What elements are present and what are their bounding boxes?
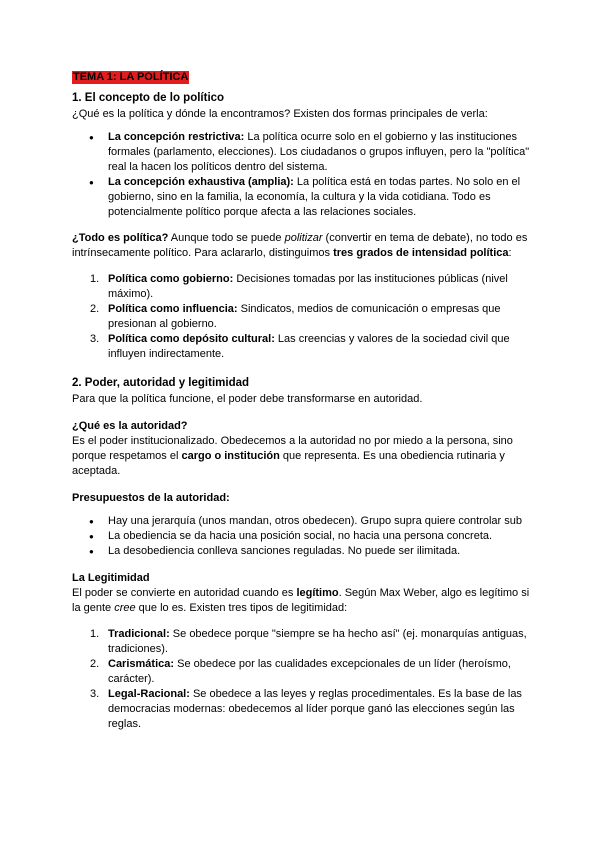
authority-paragraph: Es el poder institucionalizado. Obedecemos a la autoridad no por miedo a la persona, sino porque respetamos el cargo o institución que representa. Es una obediencia rutinaria y aceptada. xyxy=(72,435,513,477)
list-item: 3. Legal-Racional: Se obedece a las leyes y reglas procedimentales. Es la base de las democracias modernas: obedecemos al líder porque ganó las elecciones según las reglas. xyxy=(90,688,522,730)
legitimacy-paragraph: El poder se convierte en autoridad cuando es legítimo. Según Max Weber, algo es legítimo si la gente cree que lo es. Existen tres tipos de legitimidad: xyxy=(72,587,530,614)
list-item: 1. Política como gobierno: Decisiones tomadas por las instituciones públicas (nivel máximo). xyxy=(90,273,508,300)
authority-heading: ¿Qué es la autoridad? xyxy=(72,420,188,432)
grades-list xyxy=(72,272,532,362)
legitimacy-types-list xyxy=(72,627,532,732)
section-1-heading: 1. El concepto de lo político xyxy=(72,92,225,104)
list-item: 3. Política como depósito cultural: Las creencias y valores de la sociedad civil que influyen indirectamente. xyxy=(90,333,510,360)
list-item: ● Hay una jerarquía (unos mandan, otros obedecen). Grupo supra quiere controlar sub xyxy=(72,514,532,529)
list-item: ● La desobediencia conlleva sanciones reguladas. No puede ser ilimitada. xyxy=(72,544,532,559)
list-item: ● La obediencia se da hacia una posición social, no hacia una persona concreta. xyxy=(72,529,532,544)
list-item: ● La concepción restrictiva: La política ocurre solo en el gobierno y las instituciones formales (parlamento, elecciones). Los ciudadanos o grupos influyen, pero la "política" real la hacen los políticos dentro del sistema. xyxy=(72,130,532,175)
list-item: ● La concepción exhaustiva (amplia): La política está en todas partes. No solo en el gobierno, sino en la familia, la economía, la cultura y la vida cotidiana. Todo es potencialmente político porque afecta a las relaciones sociales. xyxy=(72,175,532,220)
section-2-heading: 2. Poder, autoridad y legitimidad xyxy=(72,377,250,389)
section-1-intro: ¿Qué es la política y dónde la encontramos? Existen dos formas principales de verla: xyxy=(72,108,488,120)
presuppositions-list xyxy=(72,514,532,559)
conceptions-list xyxy=(72,130,532,220)
document-page xyxy=(72,70,532,732)
list-item: 2. Carismática: Se obedece por las cualidades excepcionales de un líder (heroísmo, carácter). xyxy=(90,658,511,685)
legitimacy-heading: La Legitimidad xyxy=(72,572,150,584)
list-item: 1. Tradicional: Se obedece porque "siempre se ha hecho así" (ej. monarquías antiguas, tradiciones). xyxy=(90,628,527,655)
list-item: 2. Política como influencia: Sindicatos, medios de comunicación o empresas que presionan al gobierno. xyxy=(90,303,501,330)
question-paragraph: ¿Todo es política? Aunque todo se puede politizar (convertir en tema de debate), no todo es intrínsecamente político. Para aclararlo, distinguimos tres grados de intensidad política: xyxy=(72,232,528,259)
document-title: TEMA 1: LA POLÍTICA xyxy=(73,71,189,83)
presuppositions-heading: Presupuestos de la autoridad: xyxy=(72,492,230,504)
section-2-intro: Para que la política funcione, el poder debe transformarse en autoridad. xyxy=(72,393,423,405)
